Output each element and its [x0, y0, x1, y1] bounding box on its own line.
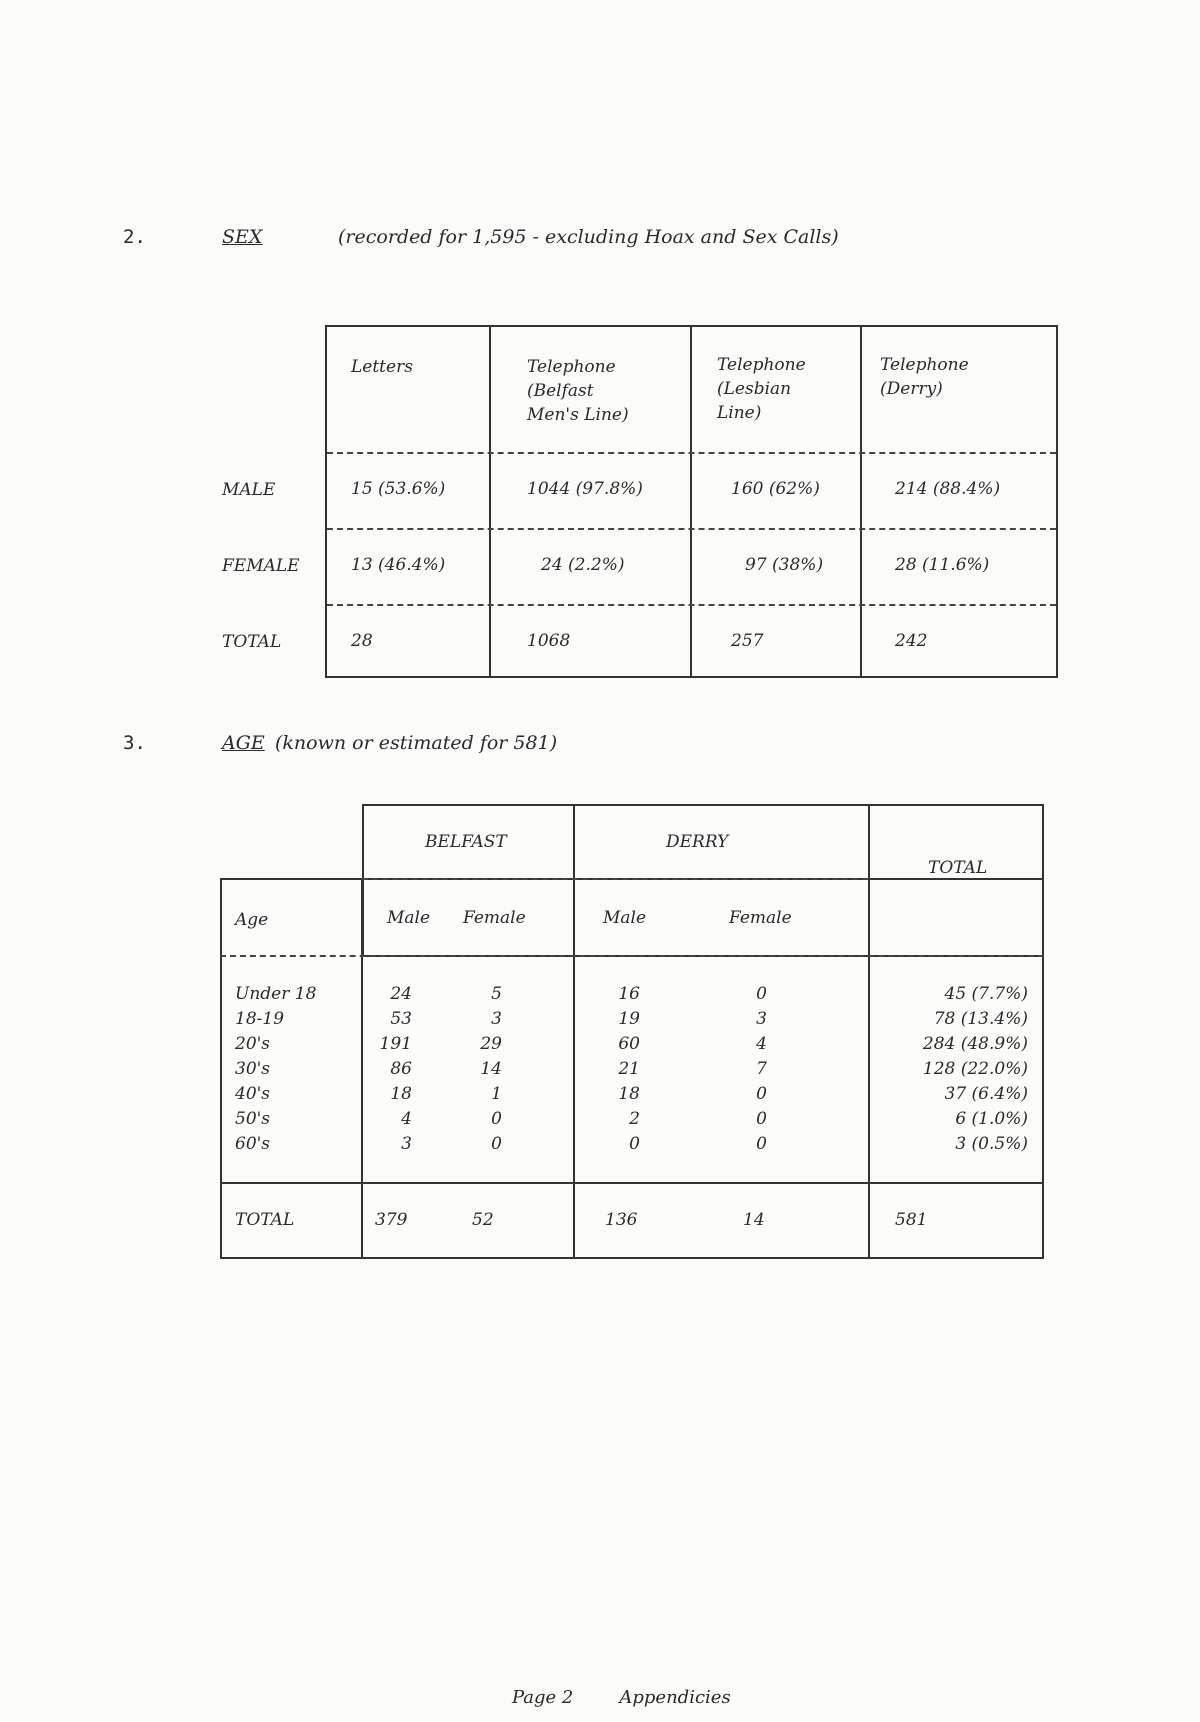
t2-row-divider	[327, 528, 1056, 530]
t3-total-derry-female: 14	[743, 1210, 765, 1230]
t3-cell: 0	[756, 1109, 767, 1129]
t3-col-age	[235, 982, 316, 1157]
t3-col-belfast-female	[462, 982, 502, 1157]
t3-cell: 18	[618, 1084, 640, 1104]
t3-sub-header-belfast-female: Female	[463, 908, 526, 928]
t2-cell: 28	[351, 631, 373, 651]
t3-cell: 0	[756, 1134, 767, 1154]
t3-cell: 0	[491, 1134, 502, 1154]
t2-cell: 1068	[527, 631, 571, 651]
t3-cell: 1	[491, 1084, 502, 1104]
t3-cell: 7	[756, 1059, 767, 1079]
t2-cell: 257	[731, 631, 764, 651]
t2-divider	[690, 327, 692, 676]
t3-cell: 191	[379, 1034, 412, 1054]
t3-cell: 5	[491, 984, 502, 1004]
section-2-note: (recorded for 1,595 - excluding Hoax and Sex Calls)	[338, 226, 839, 248]
t2-cell: 24 (2.2%)	[541, 555, 625, 575]
t3-row-divider	[220, 955, 1044, 957]
t3-cell: 0	[756, 1084, 767, 1104]
sex-table	[325, 325, 1058, 678]
t3-cell: 2	[629, 1109, 640, 1129]
t2-col-header-belfast: Telephone (Belfast Men's Line)	[527, 357, 629, 425]
t3-group-header-derry: DERRY	[666, 832, 729, 852]
t2-cell: 1044 (97.8%)	[527, 479, 643, 499]
t3-cell: 128 (22.0%)	[922, 1059, 1028, 1079]
t2-cell: 97 (38%)	[745, 555, 824, 575]
t3-cell: 21	[618, 1059, 640, 1079]
t3-cell: 284 (48.9%)	[922, 1034, 1028, 1054]
t3-group-header-belfast: BELFAST	[425, 832, 507, 852]
t2-divider	[860, 327, 862, 676]
page-number: Page 2	[512, 1687, 574, 1708]
section-3-title: AGE	[222, 732, 265, 754]
section-2-title: SEX	[222, 226, 263, 248]
t2-row-label-female: FEMALE	[222, 556, 300, 576]
t3-cell-age: 60's	[235, 1134, 271, 1154]
t3-cell: 3	[401, 1134, 412, 1154]
t2-row-divider	[327, 452, 1056, 454]
t3-cell: 19	[618, 1009, 640, 1029]
t3-sub-header-derry-male: Male	[603, 908, 647, 928]
t3-cell: 3	[756, 1009, 767, 1029]
t3-col-belfast-male	[372, 982, 412, 1157]
t3-group-header-total: TOTAL	[928, 858, 988, 878]
t3-cell: 18	[390, 1084, 412, 1104]
t3-divider	[361, 878, 363, 1259]
t2-divider	[489, 327, 491, 676]
t3-cell-age: Under 18	[235, 984, 317, 1004]
t3-cell: 3 (0.5%)	[955, 1134, 1028, 1154]
t3-divider	[573, 804, 575, 1259]
t3-cell: 60	[618, 1034, 640, 1054]
t3-cell-age: 20's	[235, 1034, 271, 1054]
t3-cell: 3	[491, 1009, 502, 1029]
t3-sub-header-age: Age	[235, 910, 269, 930]
t2-col-header-letters: Letters	[351, 357, 413, 377]
section-2-number: 2.	[123, 226, 146, 248]
t3-sub-header-derry-female: Female	[729, 908, 792, 928]
t3-cell-age: 50's	[235, 1109, 271, 1129]
t3-cell: 4	[401, 1109, 412, 1129]
t2-row-label-total: TOTAL	[222, 632, 282, 652]
t2-cell: 160 (62%)	[731, 479, 820, 499]
t3-cell: 14	[480, 1059, 502, 1079]
t3-cell: 53	[390, 1009, 412, 1029]
page-footer	[512, 1687, 777, 1708]
t3-total-overall: 581	[895, 1210, 928, 1230]
t3-col-total	[870, 982, 1028, 1157]
t3-total-belfast-male: 379	[375, 1210, 408, 1230]
t3-total-belfast-female: 52	[472, 1210, 494, 1230]
t3-cell: 29	[480, 1034, 502, 1054]
t3-sub-header-belfast-male: Male	[387, 908, 431, 928]
t3-cell-age: 18-19	[235, 1009, 285, 1029]
t3-row-divider	[362, 878, 868, 880]
t2-cell: 15 (53.6%)	[351, 479, 446, 499]
t3-cell: 0	[491, 1109, 502, 1129]
t3-cell: 4	[756, 1034, 767, 1054]
t3-total-label: TOTAL	[235, 1210, 295, 1230]
t3-row-divider	[220, 1182, 1044, 1184]
t2-col-header-derry: Telephone (Derry)	[880, 355, 969, 399]
t2-cell: 214 (88.4%)	[895, 479, 1001, 499]
t3-cell: 78 (13.4%)	[933, 1009, 1028, 1029]
t2-row-label-male: MALE	[222, 480, 276, 500]
t3-cell: 0	[756, 984, 767, 1004]
t3-cell-age: 40's	[235, 1084, 271, 1104]
t3-cell: 0	[629, 1134, 640, 1154]
t2-cell: 242	[895, 631, 928, 651]
t3-cell: 86	[390, 1059, 412, 1079]
t2-col-header-lesbian: Telephone (Lesbian Line)	[717, 355, 806, 423]
t3-cell: 45 (7.7%)	[944, 984, 1028, 1004]
t3-cell: 24	[390, 984, 412, 1004]
t3-col-derry-female	[727, 982, 767, 1157]
t3-cell: 6 (1.0%)	[955, 1109, 1028, 1129]
t3-cell-age: 30's	[235, 1059, 271, 1079]
footer-section: Appendicies	[619, 1687, 731, 1708]
t2-cell: 28 (11.6%)	[895, 555, 990, 575]
t3-cell: 37 (6.4%)	[944, 1084, 1028, 1104]
t3-cell: 16	[618, 984, 640, 1004]
t2-row-divider	[327, 604, 1056, 606]
section-3-note: (known or estimated for 581)	[275, 732, 558, 754]
t2-cell: 13 (46.4%)	[351, 555, 446, 575]
t3-col-derry-male	[600, 982, 640, 1157]
section-3-number: 3.	[123, 732, 146, 754]
t3-total-derry-male: 136	[605, 1210, 638, 1230]
